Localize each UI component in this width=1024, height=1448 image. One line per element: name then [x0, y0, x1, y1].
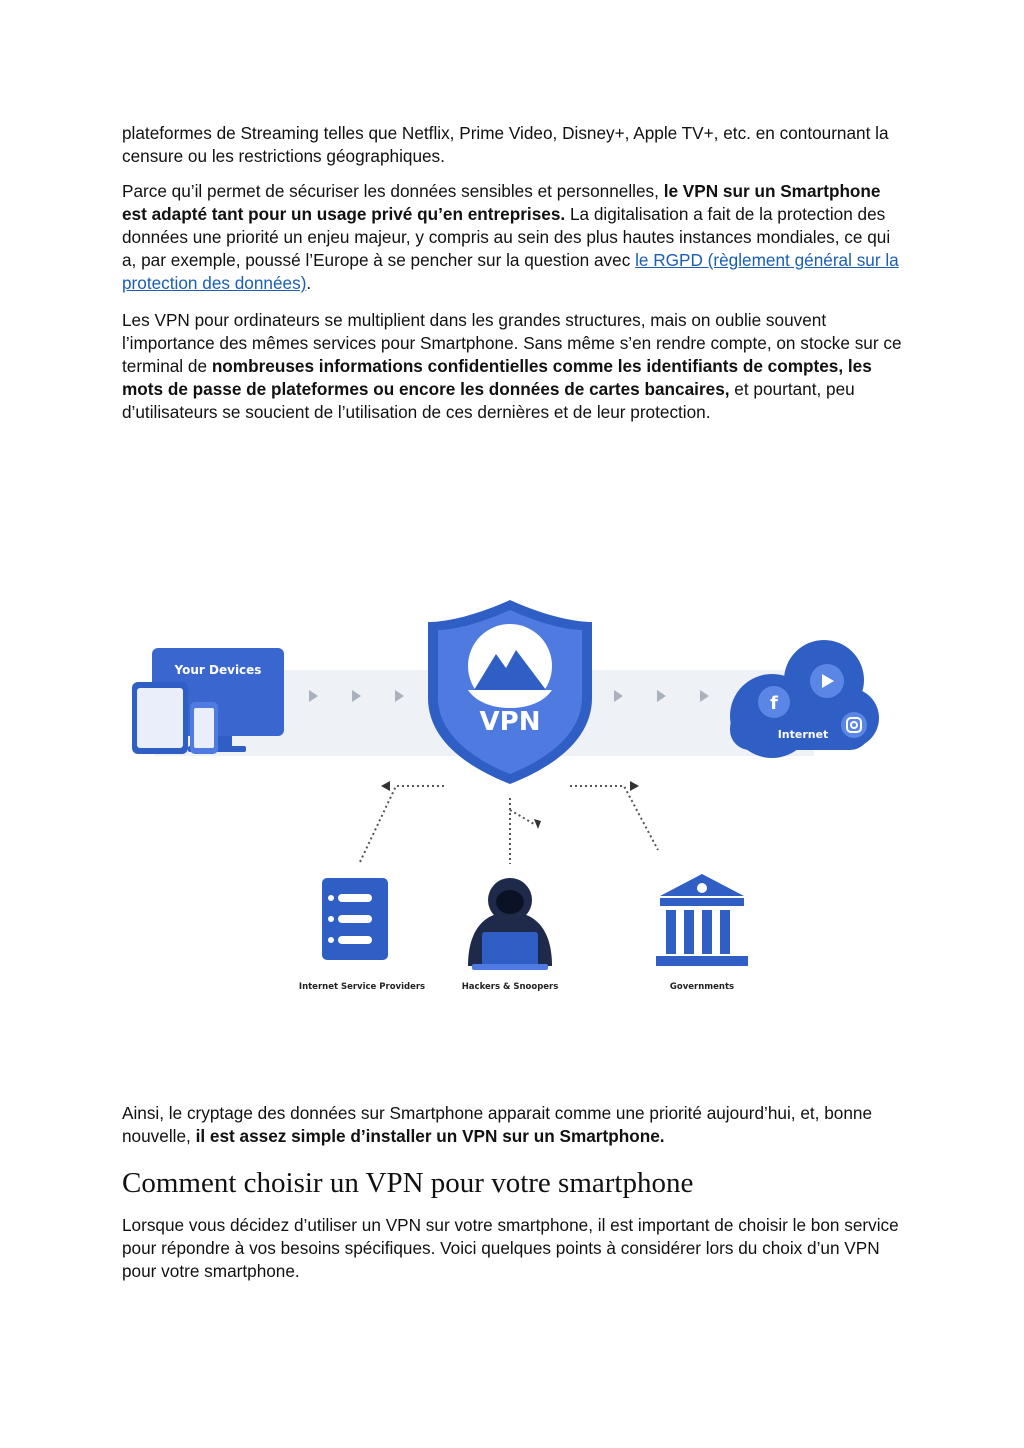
paragraph-security: [122, 180, 902, 295]
vpn-shield-icon: [428, 600, 592, 784]
paragraph-text: et pourtant, peu d’utilisateurs se soucient de l’utilisation de ces dernières et de leur protection.: [122, 379, 855, 422]
hacker-icon: [468, 878, 552, 970]
paragraph-streaming: plateformes de Streaming telles que Netflix, Prime Video, Disney+, Apple TV+, etc. en contournant la censure ou les restrictions géographiques.: [122, 123, 889, 166]
government-building-icon: [656, 874, 748, 966]
governments-label: Governments: [669, 982, 735, 992]
bold-text: il est assez simple d’installer un VPN sur un Smartphone.: [195, 1126, 665, 1146]
paragraph-vpn-computers: [122, 309, 902, 424]
devices-label: Your Devices: [174, 663, 262, 677]
paragraph-text: La digitalisation a fait de la protection des données une priorité un enjeu majeur, y compris au sein des plus hautes instances mondiales, ce qui a, par exemple, poussé l’Europe à se pencher sur la question avec: [122, 204, 891, 270]
rgpd-link[interactable]: le RGPD (règlement général sur la protection des données): [122, 250, 899, 293]
paragraph-text: Ainsi, le cryptage des données sur Smartphone apparait comme une priorité aujourd’hui, et, bonne nouvelle,: [122, 1103, 873, 1146]
dotted-arrows: [360, 786, 658, 864]
paragraph-text: Les VPN pour ordinateurs se multiplient dans les grandes structures, mais on oublie souvent l’importance des mêmes services pour Smartphone. Sans même s’en rendre compte, on stocke sur ce terminal de: [122, 310, 902, 376]
paragraph-encryption: [122, 1102, 902, 1148]
vpn-diagram-figure: [124, 598, 886, 1000]
vpn-label: VPN: [479, 707, 541, 737]
internet-label: Internet: [777, 728, 829, 741]
bold-text: nombreuses informations confidentielles comme les identifiants de comptes, les mots de passe de plateformes ou encore les données de cartes bancaires,: [122, 356, 872, 399]
vpn-diagram: [124, 598, 886, 1000]
hackers-label: Hackers & Snoopers: [461, 982, 559, 992]
isp-label: Internet Service Providers: [298, 982, 426, 992]
paragraph-text: .: [306, 273, 312, 293]
paragraph-text: Parce qu’il permet de sécuriser les données sensibles et personnelles,: [122, 181, 664, 201]
paragraph-choose-vpn: Lorsque vous décidez d’utiliser un VPN sur votre smartphone, il est important de choisir le bon service pour répondre à vos besoins spécifiques. Voici quelques points à considérer lors du choix d’un VPN pour votre smartphone.: [122, 1215, 899, 1281]
server-icon: [322, 878, 388, 960]
article-body: [122, 122, 902, 424]
section-heading: Comment choisir un VPN pour votre smartphone: [122, 1167, 694, 1199]
svg-text:f: f: [770, 693, 778, 714]
bold-text: le VPN sur un Smartphone est adapté tant pour un usage privé qu’en entreprises.: [122, 181, 881, 224]
